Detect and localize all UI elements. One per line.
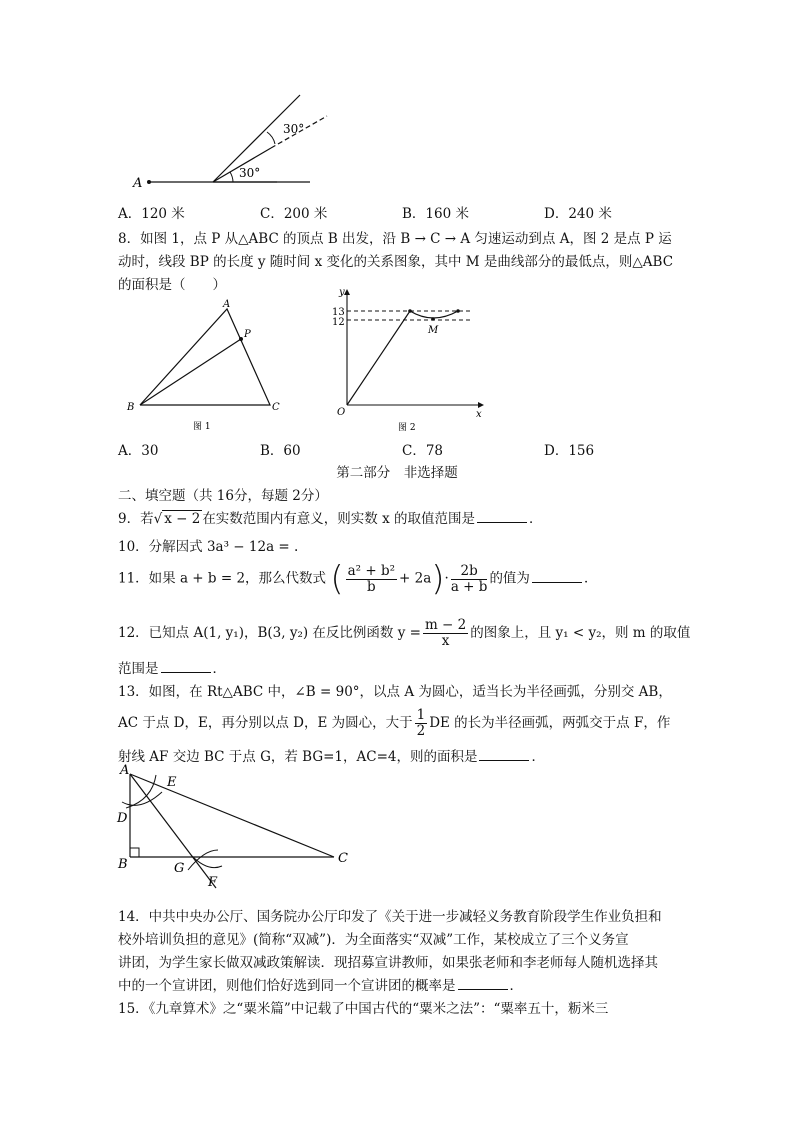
fig13-A: A <box>120 763 130 778</box>
q12-line2 <box>118 657 226 677</box>
q13-l2-pre: AC 于点 D，E，再分别以点 D，E 为圆心，大于 <box>118 715 413 731</box>
q11-frac1-num: a² + b² <box>347 562 396 579</box>
fig13-C: C <box>338 851 348 866</box>
q11: 11．如果 a + b = 2，那么代数式 ( $\frac{\text{a² + b²}}{b}$ + 2a)· $\frac{2b}{a + b}$ 的值为 ． <box>118 559 598 599</box>
q7-option-b: B．160 米 <box>402 206 469 222</box>
part-two-heading: 第二部分 非选择题 <box>336 465 458 481</box>
q11-mid: + 2a <box>399 570 432 587</box>
q7-option-d: D．240 米 <box>544 206 612 222</box>
q7-option-c: C．200 米 <box>260 206 328 222</box>
fig13-E: E <box>167 775 177 790</box>
fig2-M: M <box>428 325 439 336</box>
fig1-A: A <box>223 299 231 310</box>
q9-post: 在实数范围内有意义，则实数 x 的取值范围是 <box>202 511 476 527</box>
q14-line2: 校外培训负担的意见》(简称“双减”)．为全面落实“双减”工作，某校成立了三个义务宣 <box>118 932 629 948</box>
q11-frac2-den: a + b <box>450 578 488 595</box>
q9-pre: 9．若 <box>118 511 154 527</box>
fig2-O: O <box>337 407 346 418</box>
q14-end: ． <box>509 978 523 994</box>
q8-option-a: A．30 <box>118 443 159 459</box>
fig1-C: C <box>272 402 280 413</box>
q8-line3: 的面积是（ ） <box>118 277 226 293</box>
q11-answer-blank <box>532 570 582 583</box>
fig13-F: F <box>208 875 218 890</box>
q7-option-a: A．120 米 <box>118 206 185 222</box>
fig2-caption: 图 2 <box>398 423 416 433</box>
q13-frac-num: 1 <box>416 707 426 723</box>
q9-answer-blank <box>477 510 527 523</box>
label-A: A <box>133 176 143 191</box>
q8-option-d: D．156 <box>544 443 595 459</box>
q8-line2: 动时，线段 BP 的长度 y 随时间 x 变化的关系图象，其中 M 是曲线部分的最低点，则△ABC <box>118 254 674 270</box>
q14-line1: 14．中共中央办公厅、国务院办公厅印发了《关于进一步减轻义务教育阶段学生作业负担和 <box>118 909 662 925</box>
q13-line2 <box>118 708 670 739</box>
q8-figure1 <box>120 295 290 435</box>
q13-end: ． <box>531 749 545 765</box>
q9: 9．若√ x − 2 在实数范围内有意义，则实数 x 的取值范围是 ． <box>118 511 543 527</box>
q9-radicand: x − 2 <box>164 511 201 527</box>
q12-frac-num: m − 2 <box>424 617 467 633</box>
q13-answer-blank <box>479 748 529 761</box>
q11-end: ． <box>583 570 598 587</box>
fig13-G: G <box>174 861 185 876</box>
q8-option-b: B．60 <box>260 443 301 459</box>
q13-figure <box>112 762 362 892</box>
q12-post: 的图象上，且 y₁ < y₂，则 m 的取值 <box>470 625 691 641</box>
q11-pre: 11．如果 a + b = 2，那么代数式 <box>118 570 327 587</box>
q12-answer-blank <box>161 660 211 673</box>
q13-line1: 13．如图，在 Rt△ABC 中，∠B = 90°，以点 A 为圆心，适当长为半径画弧，分别交 AB， <box>118 684 672 700</box>
angle-figure <box>125 92 345 192</box>
q12-end: ． <box>212 661 226 677</box>
angle-label-1: 30° <box>239 166 261 180</box>
fig1-P: P <box>244 329 251 340</box>
q14-line4 <box>118 974 523 994</box>
q8-figure2 <box>330 285 490 435</box>
fig1-B: B <box>127 402 135 413</box>
q14-line3: 讲团，为学生家长做双减政策解读．现招募宣讲教师，如果张老师和李老师每人随机选择其 <box>118 955 658 971</box>
fig13-D: D <box>117 811 128 826</box>
q11-post: 的值为 <box>489 570 530 587</box>
q14-answer-blank <box>458 977 508 990</box>
q12-l2: 范围是 <box>118 661 159 677</box>
q8-line1: 8．如图 1，点 P 从△ABC 的顶点 B 出发，沿 B → C → A 匀速运动到点 A，图 2 是点 P 运 <box>118 231 672 247</box>
fig2-x: x <box>476 409 482 420</box>
q12 <box>118 618 690 649</box>
section-heading-fill-blank: 二、填空题（共 16分，每题 2分） <box>118 488 328 504</box>
fig2-tick-12: 12 <box>332 317 345 328</box>
fig13-B: B <box>118 857 128 872</box>
q12-frac-den: x <box>441 633 450 649</box>
q13-l3: 射线 AF 交边 BC 于点 G，若 BG=1，AC=4，则的面积是 <box>118 749 478 765</box>
q15-line1: 15．《九章算术》之“粟米篇”中记载了中国古代的“粟米之法”：“粟率五十，粝米三 <box>118 1001 609 1017</box>
q8-option-c: C．78 <box>402 443 444 459</box>
q10: 10．分解因式 3a³ − 12a = . <box>118 539 299 555</box>
q12-pre: 12．已知点 A(1, y₁)，B(3, y₂) 在反比例函数 y = <box>118 625 421 641</box>
q13-frac-den: 2 <box>416 723 426 739</box>
q11-frac1-den: b <box>366 578 376 595</box>
fig1-caption: 图 1 <box>193 422 211 432</box>
q9-end: ． <box>529 511 543 527</box>
q11-frac2-num: 2b <box>451 564 488 580</box>
fig2-tick-13: 13 <box>332 307 345 318</box>
angle-label-2: 30° <box>283 122 305 136</box>
fig2-y: y <box>339 287 345 298</box>
q14-l4: 中的一个宣讲团，则他们恰好选到同一个宣讲团的概率是 <box>118 978 456 994</box>
q13-l2-post: DE 的长为半径画弧，两弧交于点 F，作 <box>429 715 671 731</box>
